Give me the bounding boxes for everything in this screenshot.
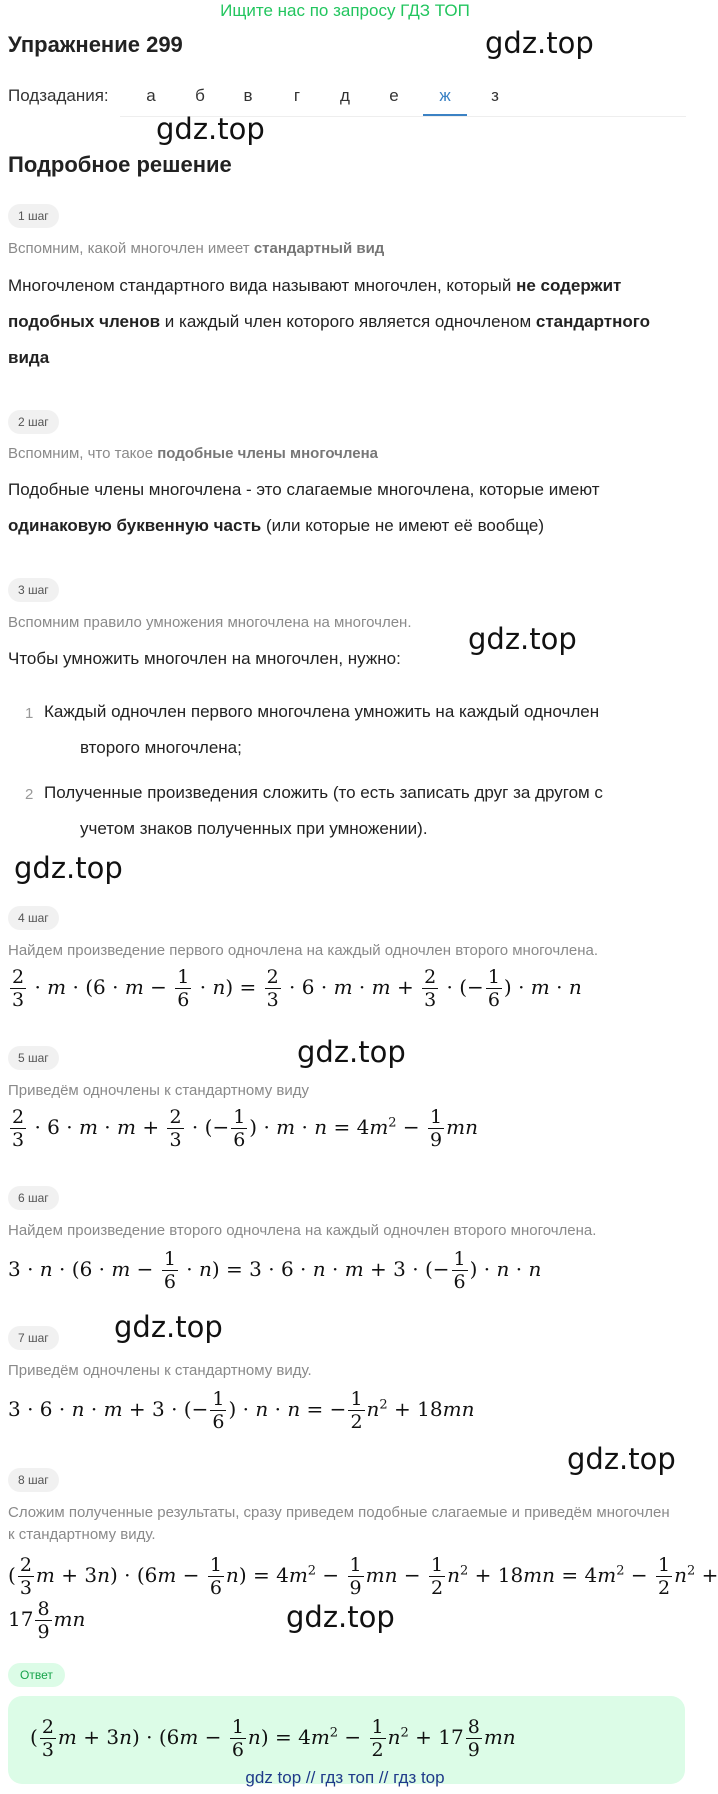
math-formula: 3 · n · (6 · m − $\frac{1}{6}$ · n) = 3 · 6 · n · m + 3 · (− $\frac{1}{6}$ ) · n · n [8,1248,542,1293]
page-title: Упражнение 299 [8,32,183,57]
step-hint: Вспомним, какой многочлен имеет стандартный вид [8,240,385,257]
list-item: Каждый одночлен первого многочлена умножить на каждый одночлен второго многочлена; [44,702,600,757]
watermark: gdz.top [468,622,577,656]
section-title: Подробное решение [8,152,232,177]
active-tab-indicator [423,114,467,116]
step-hint: Найдем произведение второго одночлена на каждый одночлен второго многочлена. [8,1222,597,1239]
step-badge: 3 шаг [8,578,59,602]
subtasks-label: Подзадания: [8,86,109,105]
step-hint: Сложим полученные результаты, сразу приведем подобные слагаемые и приведём многочлен к стандартному виду. [8,1504,670,1543]
tab-b[interactable]: б [195,86,205,105]
answer-badge: Ответ [8,1663,65,1687]
math-formula: ( $\frac{2}{3}$ m + 3n) · (6m − $\frac{1}{6}$ $n) = 4m^2$ − $\frac{1}{9}$ mn − $\frac{1}{2}$ $n^2 + 18mn = 4m^2$ − $\frac{1}{2}$ $n^2$ + [8,1554,718,1599]
step-badge: 7 шаг [8,1326,59,1350]
math-formula: $\frac{2}{3}$ · 6 · m · m + $\frac{2}{3}$ · (− $\frac{1}{6}$ ) · $m \cdot n = 4m^2$ − $\frac{1}{9}$ mn [12,1106,478,1151]
step-badge: 5 шаг [8,1046,59,1070]
step-badge: 4 шаг [8,906,59,930]
step-hint: Вспомним правило умножения многочлена на многочлен. [8,614,412,631]
watermark: gdz.top [114,1310,223,1344]
step-badge: 8 шаг [8,1468,59,1492]
list-number: 2 [25,786,34,803]
tab-e[interactable]: е [389,86,399,105]
tab-g[interactable]: г [293,86,301,105]
watermark: gdz.top [297,1035,406,1069]
step-badge: 2 шаг [8,410,59,434]
list-item: Полученные произведения сложить (то есть записать друг за другом с учетом знаков полученных при умножении). [44,783,603,838]
tab-zh[interactable]: ж [439,86,451,105]
step-hint: Приведём одночлены к стандартному виду. [8,1362,312,1379]
tab-a[interactable]: а [146,86,156,105]
promo-banner[interactable]: Ищите нас по запросу ГДЗ ТОП [220,1,470,20]
step-badge: 1 шаг [8,204,59,228]
step-text: Подобные члены многочлена - это слагаемые многочлена, которые имеют одинаковую буквенную часть (или которые не имеют её вообще) [8,480,600,535]
math-formula: 3 · 6 · n · m + 3 · (− $\frac{1}{6}$ ) · n · n = − $\frac{1}{2}$ $n^2 + 18mn$ [8,1388,475,1433]
step-hint: Найдем произведение первого одночлена на каждый одночлен второго многочлена. [8,942,599,959]
footer-links[interactable]: gdz top // гдз топ // гдз top [245,1768,445,1787]
tab-v[interactable]: в [243,86,253,105]
watermark: gdz.top [485,26,594,60]
math-formula: $\frac{2}{3}$ · m · (6 · m − $\frac{1}{6}$ · n) = $\frac{2}{3}$ · 6 · m · m + $\frac{2}{3}$ · (− $\frac{1}{6}$ ) · m · n [12,966,582,1011]
step-badge: 6 шаг [8,1186,59,1210]
watermark: gdz.top [286,1600,395,1634]
answer-formula: ( $\frac{2}{3}$ m + 3n) · (6m − $\frac{1}{6}$ $n) = 4m^2$ − $\frac{1}{2}$ $n^2 + 17$ $\frac{8}{9}$ mn [30,1716,516,1761]
tab-d[interactable]: д [340,86,350,105]
list-number: 1 [25,705,34,722]
step-hint: Приведём одночлены к стандартному виду [8,1082,310,1099]
watermark: gdz.top [14,851,123,885]
step-text: Многочленом стандартного вида называют многочлен, который не содержит подобных членов и каждый член которого является одночленом стандартного вида [8,276,651,367]
math-formula: 17 $\frac{8}{9}$ mn [8,1598,86,1643]
watermark: gdz.top [156,112,265,146]
tab-z[interactable]: з [491,86,499,105]
step-hint: Вспомним, что такое подобные члены многочлена [8,445,378,462]
watermark: gdz.top [567,1442,676,1476]
step-text: Чтобы умножить многочлен на многочлен, нужно: [8,649,401,668]
